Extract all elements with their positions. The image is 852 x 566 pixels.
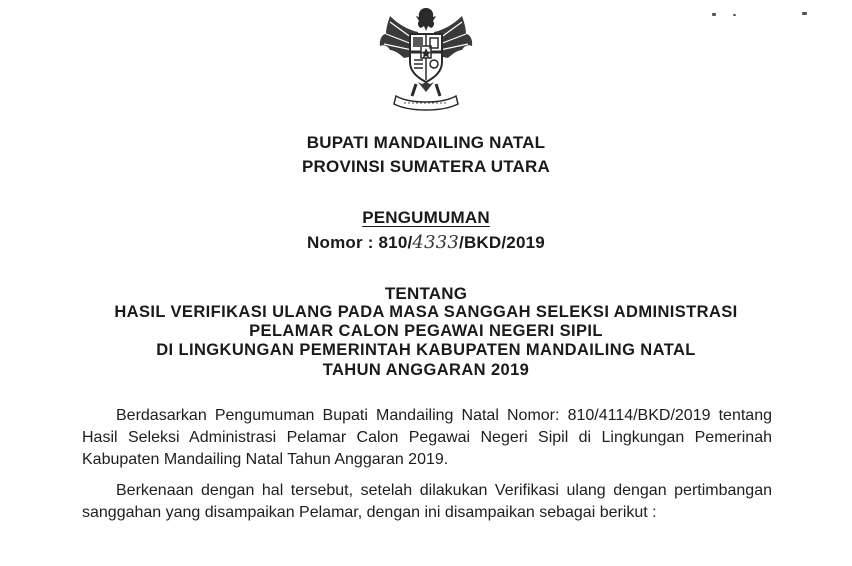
paragraph-text: Berdasarkan Pengumuman Bupati Mandailing Natal Nomor: 810/4114/BKD/2019 tentang Hasil Seleksi Administrasi Pelamar Calon Pegawai Negeri Sipil di Lingkungan Pemerinah Kabupaten Mandailing Natal Tahun Anggaran 2019. (82, 407, 772, 468)
paragraph-text: Berkenaan dengan hal tersebut, setelah dilakukan Verifikasi ulang dengan pertimbangan sanggahan yang disampaikan Pelamar, dengan ini disampaikan sebagai berikut : (82, 482, 772, 521)
garuda-emblem-icon (374, 4, 478, 112)
scan-speck (712, 13, 716, 16)
handwritten-number: 4333 (412, 232, 460, 253)
subject-line: PELAMAR CALON PEGAWAI NEGERI SIPIL (249, 322, 603, 340)
letterhead-line2: PROVINSI SUMATERA UTARA (302, 157, 550, 176)
number-suffix: /BKD/2019 (459, 233, 545, 252)
announcement-number (0, 232, 852, 253)
subject-heading: TENTANG (384, 284, 468, 303)
subject-line: DI LINGKUNGAN PEMERINTAH KABUPATEN MANDAILING NATAL (156, 341, 696, 359)
scan-speck (733, 14, 736, 16)
announcement-title: PENGUMUMAN (362, 208, 490, 227)
letterhead-line1: BUPATI MANDAILING NATAL (306, 133, 546, 152)
body-paragraph-1 (82, 405, 772, 471)
scan-speck (802, 12, 807, 15)
number-prefix: Nomor : 810/ (307, 233, 413, 252)
subject-line: TAHUN ANGGARAN 2019 (322, 361, 530, 379)
subject-line: HASIL VERIFIKASI ULANG PADA MASA SANGGAH SELEKSI ADMINISTRASI (114, 303, 738, 321)
body-paragraph-2 (82, 480, 772, 524)
